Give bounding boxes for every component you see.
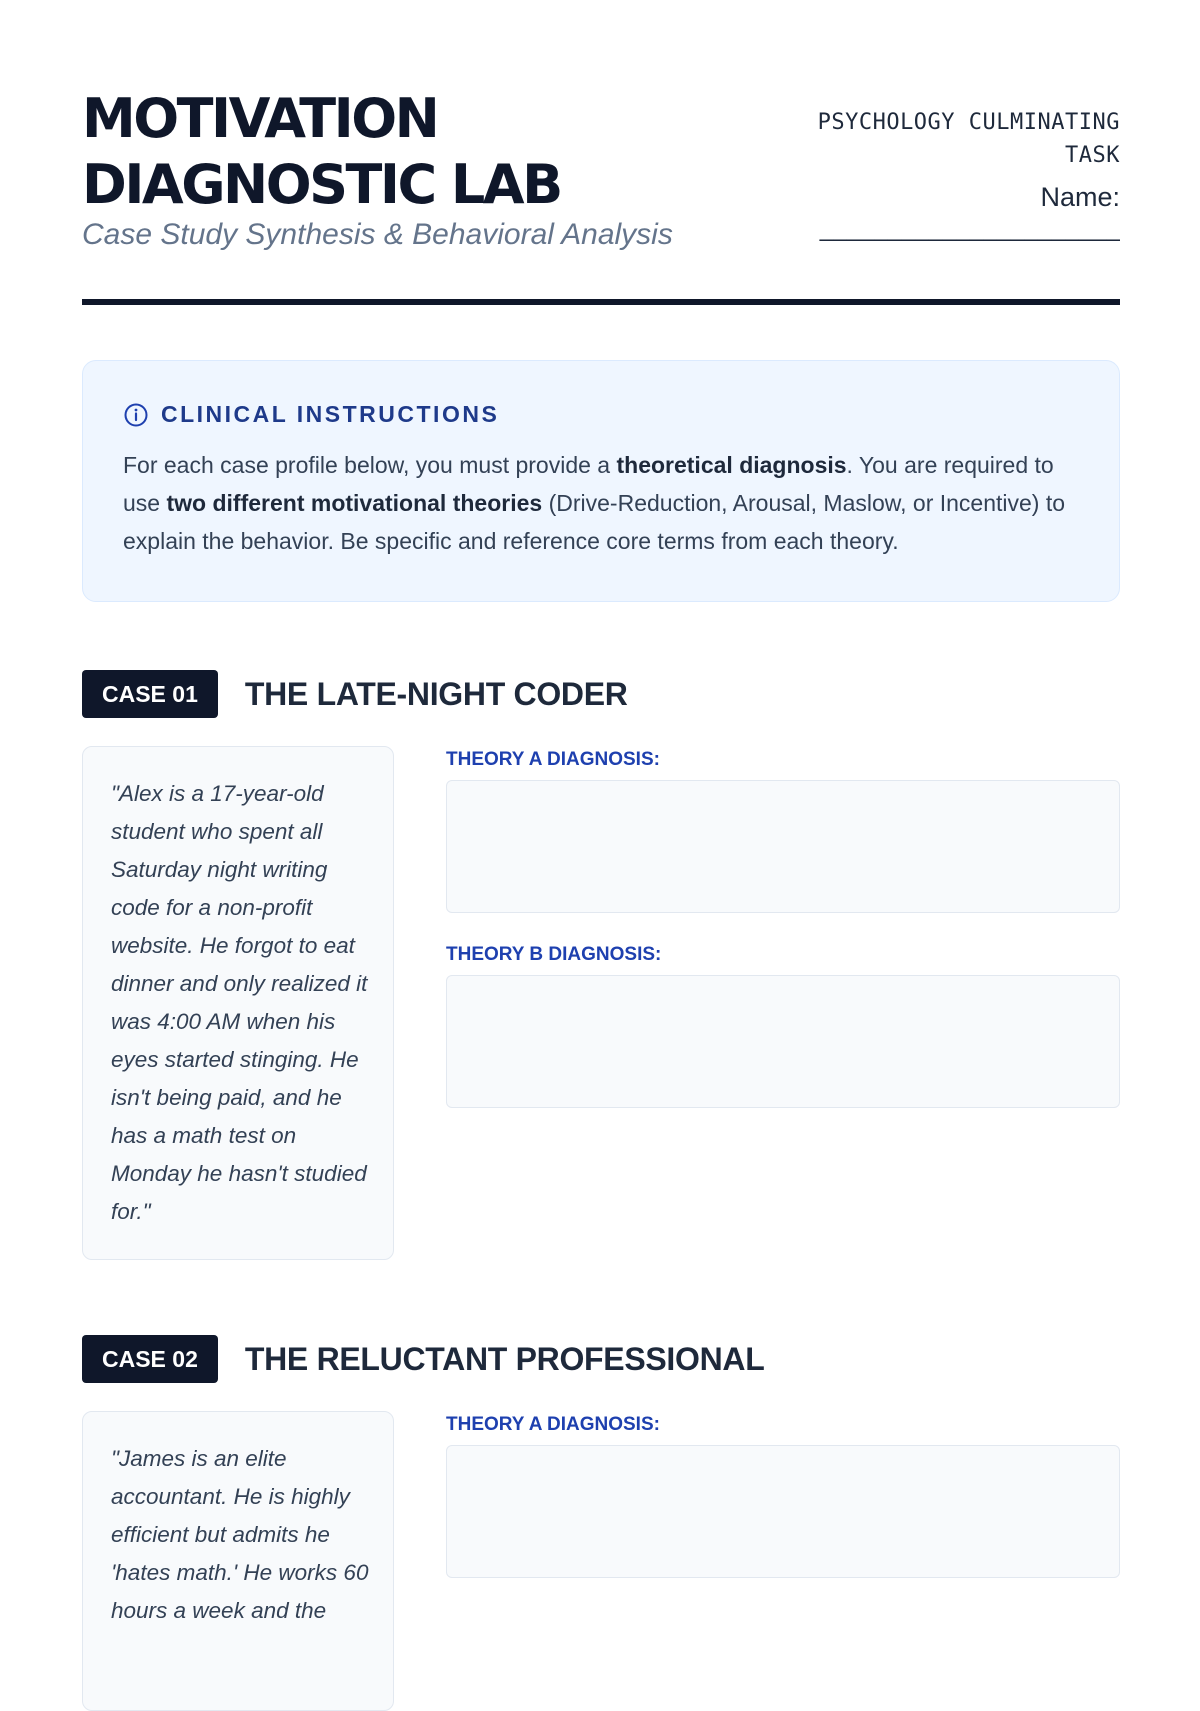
instructions-heading — [123, 401, 1079, 428]
instructions-panel — [82, 360, 1120, 602]
title-line-2: DIAGNOSTIC LAB — [82, 153, 561, 216]
instructions-text — [123, 446, 1079, 560]
instructions-text-2: . You are required to use — [123, 452, 1054, 516]
theory-a-block — [446, 1411, 1120, 1578]
case-01 — [82, 670, 1120, 1224]
info-icon — [123, 402, 149, 428]
instructions-bold-1: theoretical diagnosis — [616, 452, 847, 478]
page-subtitle: Case Study Synthesis & Behavioral Analysis — [82, 218, 673, 251]
header-meta — [800, 106, 1120, 243]
theory-a-block — [446, 746, 1120, 913]
course-label: PSYCHOLOGY CULMINATING TASK — [817, 110, 1120, 168]
case-badge: CASE 02 — [82, 1335, 218, 1383]
case-header — [82, 1335, 1120, 1383]
case-quote: "James is an elite accountant. He is highly efficient but admits he 'hates math.' He works 60 hours a week and the — [82, 1411, 394, 1711]
theory-b-label: THEORY B DIAGNOSIS: — [446, 944, 662, 965]
case-quote: "Alex is a 17-year-old student who spent all Saturday night writing code for a non-profit website. He forgot to eat dinner and only realized it was 4:00 AM when his eyes started stinging. He isn't being paid, and he has a math test on Monday he hasn't studied for." — [82, 746, 394, 1260]
header-divider — [82, 299, 1120, 305]
theory-b-answer-box[interactable] — [446, 975, 1120, 1108]
name-label: Name: — [1040, 182, 1120, 212]
page-header — [82, 86, 1120, 251]
instructions-bold-2: two different motivational theories — [166, 490, 543, 516]
case-header — [82, 670, 1120, 718]
case-title: THE RELUCTANT PROFESSIONAL — [244, 1340, 765, 1377]
theory-b-block — [446, 941, 1120, 1108]
theory-a-answer-box[interactable] — [446, 1445, 1120, 1578]
page-title — [82, 86, 561, 218]
instructions-text-3: (Drive-Reduction, Arousal, Maslow, or Incentive) to explain the behavior. Be specific and reference core terms from each theory. — [123, 490, 1066, 554]
case-title: THE LATE-NIGHT CODER — [244, 675, 628, 712]
worksheet-page — [82, 0, 1120, 1623]
instructions-title: CLINICAL INSTRUCTIONS — [161, 401, 500, 427]
theory-a-label: THEORY A DIAGNOSIS: — [446, 749, 660, 770]
theory-a-answer-box[interactable] — [446, 780, 1120, 913]
title-line-1: MOTIVATION — [82, 87, 438, 150]
name-field[interactable]: ______________________ — [819, 215, 1120, 242]
theory-a-label: THEORY A DIAGNOSIS: — [446, 1414, 660, 1435]
case-badge: CASE 01 — [82, 670, 218, 718]
case-02 — [82, 1335, 1120, 1623]
case-answers — [446, 1411, 1120, 1578]
case-answers — [446, 746, 1120, 1108]
instructions-text-1: For each case profile below, you must provide a — [123, 452, 617, 478]
